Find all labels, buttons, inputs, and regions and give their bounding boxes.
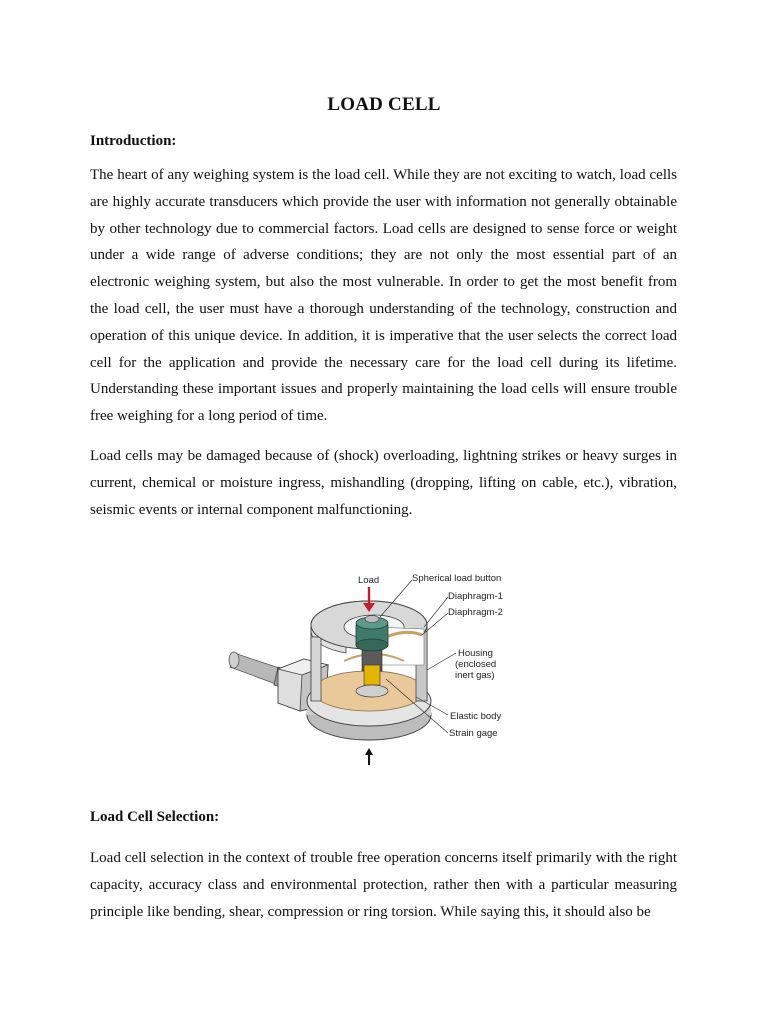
reaction-arrow <box>365 748 373 765</box>
label-housing-enclosed: (enclosed <box>455 659 497 670</box>
label-strain-gage: Strain gage <box>449 728 498 739</box>
section-heading-introduction: Introduction: <box>90 133 177 149</box>
label-spherical-load-button: Spherical load button <box>412 573 502 584</box>
label-elastic-body: Elastic body <box>450 711 502 722</box>
section-heading-load-cell-selection: Load Cell Selection: <box>90 809 220 825</box>
selection-paragraph-1: Load cell selection in the context of trouble free operation concerns itself primarily with the right capacity, accuracy class and environmental protection, rather then with a particular measuring principle like bending, shear, compression or ring torsion. While saying this, it should also be <box>90 850 677 920</box>
label-housing-inert-gas: inert gas) <box>455 670 495 681</box>
intro-paragraph-2: Load cells may be damaged because of (shock) overloading, lightning strikes or heavy surges in current, chemical or moisture ingress, mishandling (dropping, lifting on cable, etc.), vibration, seismic events or internal component malfunctioning. <box>90 448 677 518</box>
label-load: Load <box>358 575 380 586</box>
label-housing: Housing <box>458 648 493 659</box>
intro-paragraph-1: The heart of any weighing system is the load cell. While they are not exciting to watch, load cells are highly accurate transducers which provide the user with information not generally obtainable by other technology due to commercial factors. Load cells are designed to sense force or weight under a wide range of adverse conditions; they are not only the most essential part of an electronic weighing system, but also the most vulnerable. In order to get the most benefit from the load cell, the user must have a thorough understanding of the technology, construction and operation of this unique device. In addition, it is imperative that the user selects the correct load cell for the application and provide the necessary care for the load cell during its lifetime. Understanding these important issues and properly maintaining the load cells will ensure trouble free weighing for a long period of time. <box>90 167 677 425</box>
label-diaphragm-2: Diaphragm-2 <box>448 607 503 618</box>
page-title: LOAD CELL <box>327 94 441 115</box>
load-cell-diagram <box>226 565 518 771</box>
label-diaphragm-1: Diaphragm-1 <box>448 591 503 602</box>
